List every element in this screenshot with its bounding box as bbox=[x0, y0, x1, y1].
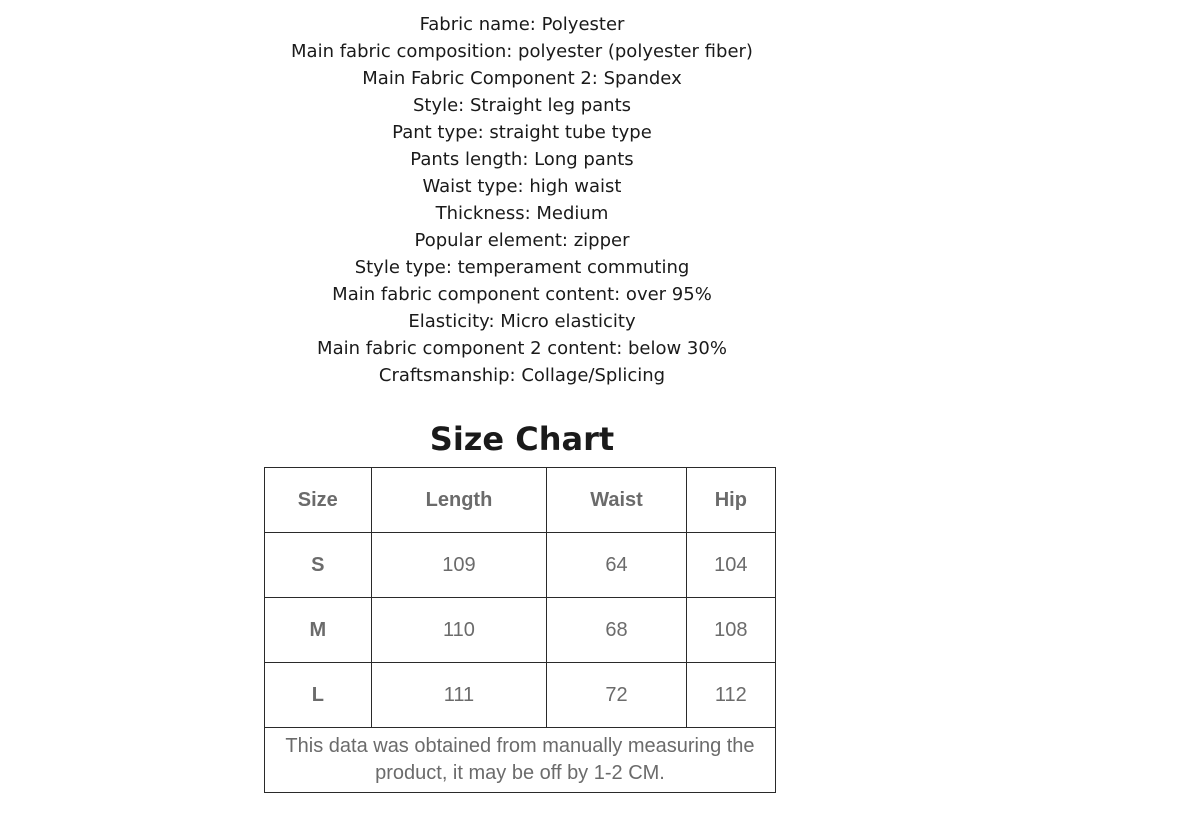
spec-thickness: Thickness: Medium bbox=[435, 203, 609, 224]
spec-craftsmanship: Craftsmanship: Collage/Splicing bbox=[378, 365, 666, 386]
cell-hip: 112 bbox=[686, 663, 775, 728]
header-hip: Hip bbox=[686, 468, 775, 533]
header-waist: Waist bbox=[547, 468, 686, 533]
spec-style: Style: Straight leg pants bbox=[412, 95, 632, 116]
cell-size: L bbox=[265, 663, 372, 728]
cell-waist: 72 bbox=[547, 663, 686, 728]
spec-pant-type: Pant type: straight tube type bbox=[392, 122, 652, 143]
spec-fabric-name: Fabric name: Polyester bbox=[419, 14, 625, 35]
spec-main-fabric-component-2-content: Main fabric component 2 content: below 30% bbox=[317, 338, 727, 359]
cell-waist: 68 bbox=[547, 598, 686, 663]
measurement-note: This data was obtained from manually measuring the product, it may be off by 1-2 CM. bbox=[265, 728, 776, 793]
cell-hip: 108 bbox=[686, 598, 775, 663]
spec-popular-element: Popular element: zipper bbox=[414, 230, 630, 251]
table-row bbox=[265, 663, 776, 728]
spec-elasticity: Elasticity: Micro elasticity bbox=[408, 311, 636, 332]
size-chart-title: Size Chart bbox=[429, 420, 615, 458]
spec-main-fabric-component-2: Main Fabric Component 2: Spandex bbox=[362, 68, 682, 89]
table-note-row bbox=[265, 728, 776, 793]
table-row bbox=[265, 533, 776, 598]
spec-pants-length: Pants length: Long pants bbox=[410, 149, 634, 170]
product-specs bbox=[222, 11, 822, 389]
cell-size: M bbox=[265, 598, 372, 663]
size-chart-table bbox=[264, 467, 776, 793]
spec-style-type: Style type: temperament commuting bbox=[354, 257, 690, 278]
spec-main-fabric-content: Main fabric component content: over 95% bbox=[332, 284, 712, 305]
cell-size: S bbox=[265, 533, 372, 598]
cell-length: 111 bbox=[371, 663, 547, 728]
spec-main-fabric-composition: Main fabric composition: polyester (polyester fiber) bbox=[291, 41, 753, 62]
table-row bbox=[265, 598, 776, 663]
header-size: Size bbox=[265, 468, 372, 533]
cell-waist: 64 bbox=[547, 533, 686, 598]
cell-length: 109 bbox=[371, 533, 547, 598]
cell-hip: 104 bbox=[686, 533, 775, 598]
spec-waist-type: Waist type: high waist bbox=[422, 176, 622, 197]
table-header-row bbox=[265, 468, 776, 533]
header-length: Length bbox=[371, 468, 547, 533]
cell-length: 110 bbox=[371, 598, 547, 663]
